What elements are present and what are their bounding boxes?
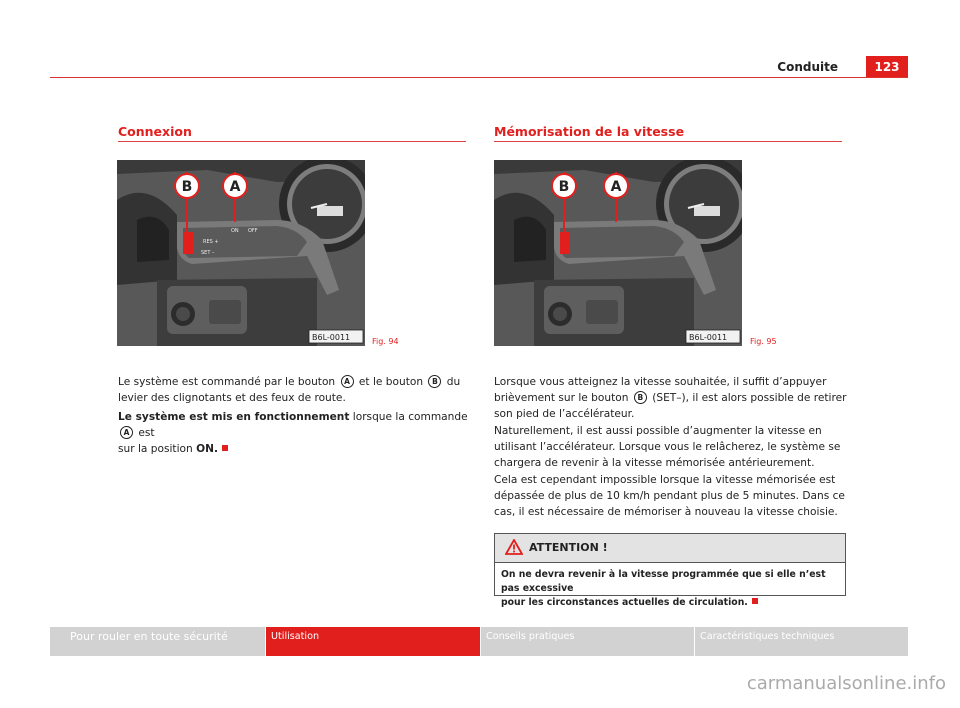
text-span: On ne devra revenir à la vitesse programmée que si elle n’est pas excessive	[501, 569, 826, 594]
text-span: levier des clignotants et des feux de route.	[118, 392, 346, 404]
text-span: Lorsque vous atteignez la vitesse souhaitée, il suffit d’appuyer	[494, 376, 827, 388]
callout-a-label: A	[610, 179, 622, 195]
text-span: et le bouton	[358, 376, 424, 388]
right-paragraph-1	[494, 374, 854, 422]
text-span: pour les circonstances actuelles de circulation.	[501, 597, 748, 608]
lever-res-label: RES +	[203, 239, 219, 245]
watermark: carmanualsonline.info	[746, 673, 946, 694]
warning-triangle-icon	[505, 539, 523, 559]
text-span: son pied de l’accélérateur.	[494, 408, 635, 420]
text-span: (SET–), il est alors possible de retirer	[652, 392, 847, 404]
section-rule-right	[494, 141, 842, 142]
text-span: cas, il est nécessaire de mémoriser à nouveau la vitesse choisie.	[494, 506, 838, 518]
on-label: ON.	[196, 443, 219, 455]
text-span: est	[138, 427, 155, 439]
text-span: sur la position	[118, 443, 193, 455]
lever-on-label: ON	[231, 228, 239, 234]
left-paragraph-2	[118, 409, 468, 457]
text-span: du	[446, 376, 461, 388]
section-title-connexion: Connexion	[118, 124, 192, 139]
tag-b-icon: B	[634, 391, 647, 404]
figure-95-caption: Fig. 95	[750, 337, 777, 346]
figure-code-label: B6L-0011	[689, 333, 728, 342]
header-rule	[50, 77, 908, 78]
page-number: 123	[866, 56, 908, 78]
end-square-icon	[752, 598, 758, 604]
callout-a-label: A	[229, 179, 241, 195]
figure-94-image	[117, 160, 365, 346]
right-paragraph-2	[494, 423, 854, 471]
warning-text	[495, 563, 845, 615]
tab-utilisation[interactable]: Utilisation	[266, 627, 480, 656]
figure-code-label: B6L-0011	[312, 333, 351, 342]
callout-b-label: B	[181, 179, 193, 195]
text-span: brièvement sur le bouton	[494, 392, 629, 404]
text-span: lorsque la commande	[352, 411, 468, 423]
warning-title: ATTENTION !	[529, 541, 608, 554]
end-square-icon	[222, 445, 228, 451]
tab-pour-rouler[interactable]: Pour rouler en toute sécurité	[50, 627, 265, 656]
tab-caracteristiques-techniques[interactable]: Caractéristiques techniques	[695, 627, 908, 656]
lever-set-label: SET –	[201, 250, 215, 256]
tag-a-icon: A	[341, 375, 354, 388]
tab-conseils-pratiques[interactable]: Conseils pratiques	[481, 627, 694, 656]
figure-95-image	[494, 160, 742, 346]
tag-b-icon: B	[428, 375, 441, 388]
chapter-tabs	[50, 627, 908, 656]
right-paragraph-3	[494, 472, 854, 520]
figure-94-caption: Fig. 94	[372, 337, 399, 346]
text-span: chargera de revenir à la vitesse mémorisée antérieurement.	[494, 457, 815, 469]
text-span: Le système est commandé par le bouton	[118, 376, 336, 388]
lever-off-label: OFF	[248, 228, 258, 234]
text-span: dépassée de plus de 10 km/h pendant plus de 5 minutes. Dans ce	[494, 490, 845, 502]
callout-b-label: B	[558, 179, 570, 195]
running-header-title: Conduite	[777, 60, 838, 74]
section-title-memorisation: Mémorisation de la vitesse	[494, 124, 685, 139]
warning-box	[494, 533, 846, 608]
text-span: Cela est cependant impossible lorsque la vitesse mémorisée est	[494, 474, 836, 486]
bold-lead: Le système est mis en fonctionnement	[118, 411, 350, 423]
warning-header	[495, 534, 845, 563]
left-paragraph-1	[118, 374, 468, 406]
text-span: utilisant l’accélérateur. Lorsque vous le relâcherez, le système se	[494, 441, 841, 453]
tag-a-icon: A	[120, 426, 133, 439]
section-rule-left	[118, 141, 466, 142]
text-span: Naturellement, il est aussi possible d’augmenter la vitesse en	[494, 425, 822, 437]
